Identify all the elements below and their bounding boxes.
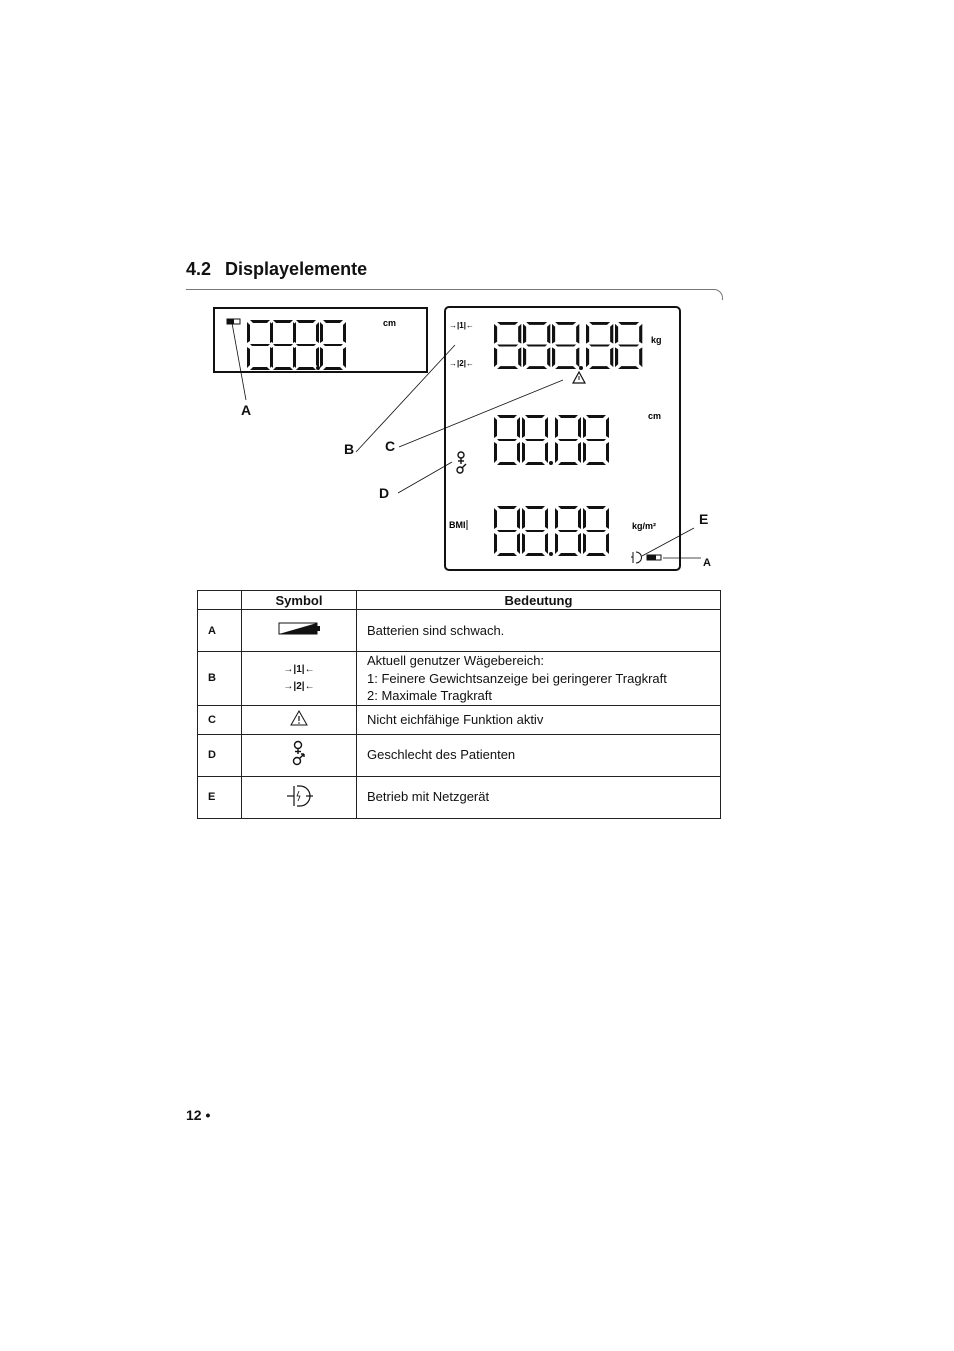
- table-row: [198, 776, 721, 818]
- small-display-digits: [247, 320, 346, 370]
- callout-a2: A: [703, 557, 711, 569]
- small-display-unit: cm: [383, 318, 397, 328]
- row-meaning: Nicht eichfähige Funktion aktiv: [357, 705, 721, 734]
- height-digits: [494, 415, 609, 465]
- row-meaning: Geschlecht des Patienten: [357, 734, 721, 776]
- gender-icon: [457, 452, 466, 473]
- header-key: [198, 591, 242, 610]
- callout-b: B: [344, 441, 355, 457]
- row-key: D: [198, 734, 242, 776]
- row-key: A: [198, 610, 242, 652]
- table-row: [198, 734, 721, 776]
- callout-a: A: [241, 402, 252, 418]
- header-meaning: Bedeutung: [357, 591, 721, 610]
- gender-icon: [290, 740, 308, 768]
- small-display: [214, 308, 427, 372]
- battery-low-icon: [277, 621, 321, 637]
- weight-unit: kg: [651, 335, 662, 345]
- symbol-table: [197, 590, 721, 819]
- warning-triangle-icon: [289, 709, 309, 727]
- callout-d: D: [379, 485, 390, 501]
- header-symbol: Symbol: [242, 591, 357, 610]
- section-number: 4.2: [186, 259, 212, 279]
- section-title: Displayelemente: [225, 259, 368, 279]
- table-row: [198, 705, 721, 734]
- weighing-range-icon: →|1|← →|2|←: [283, 664, 315, 693]
- row-key: B: [198, 652, 242, 706]
- mains-plug-icon: [631, 552, 642, 563]
- row-key: C: [198, 705, 242, 734]
- row-meaning: Aktuell genutzer Wägebereich: 1: Feinere Gewichtsanzeige bei geringerer Tragkraft 2: Maximale Tragkraft: [357, 652, 721, 706]
- row-meaning: Betrieb mit Netzgerät: [357, 776, 721, 818]
- weight-digits: [494, 322, 642, 370]
- callout-e: E: [699, 511, 709, 527]
- row-meaning: Batterien sind schwach.: [357, 610, 721, 652]
- bmi-unit: kg/m²: [632, 521, 657, 531]
- height-unit: cm: [648, 411, 662, 421]
- bmi-label: BMI: [449, 520, 466, 530]
- display-figure: [0, 0, 954, 590]
- bmi-digits: [494, 506, 609, 556]
- mains-plug-icon: [284, 784, 314, 808]
- page-number: 12 •: [186, 1107, 211, 1123]
- callout-c: C: [385, 438, 396, 454]
- range-1-label: →|1|←: [449, 321, 474, 330]
- table-row: [198, 652, 721, 706]
- callout-labels: [241, 402, 711, 569]
- large-display: [445, 307, 680, 570]
- range-2-label: →|2|←: [449, 359, 474, 368]
- row-key: E: [198, 776, 242, 818]
- table-row: [198, 610, 721, 652]
